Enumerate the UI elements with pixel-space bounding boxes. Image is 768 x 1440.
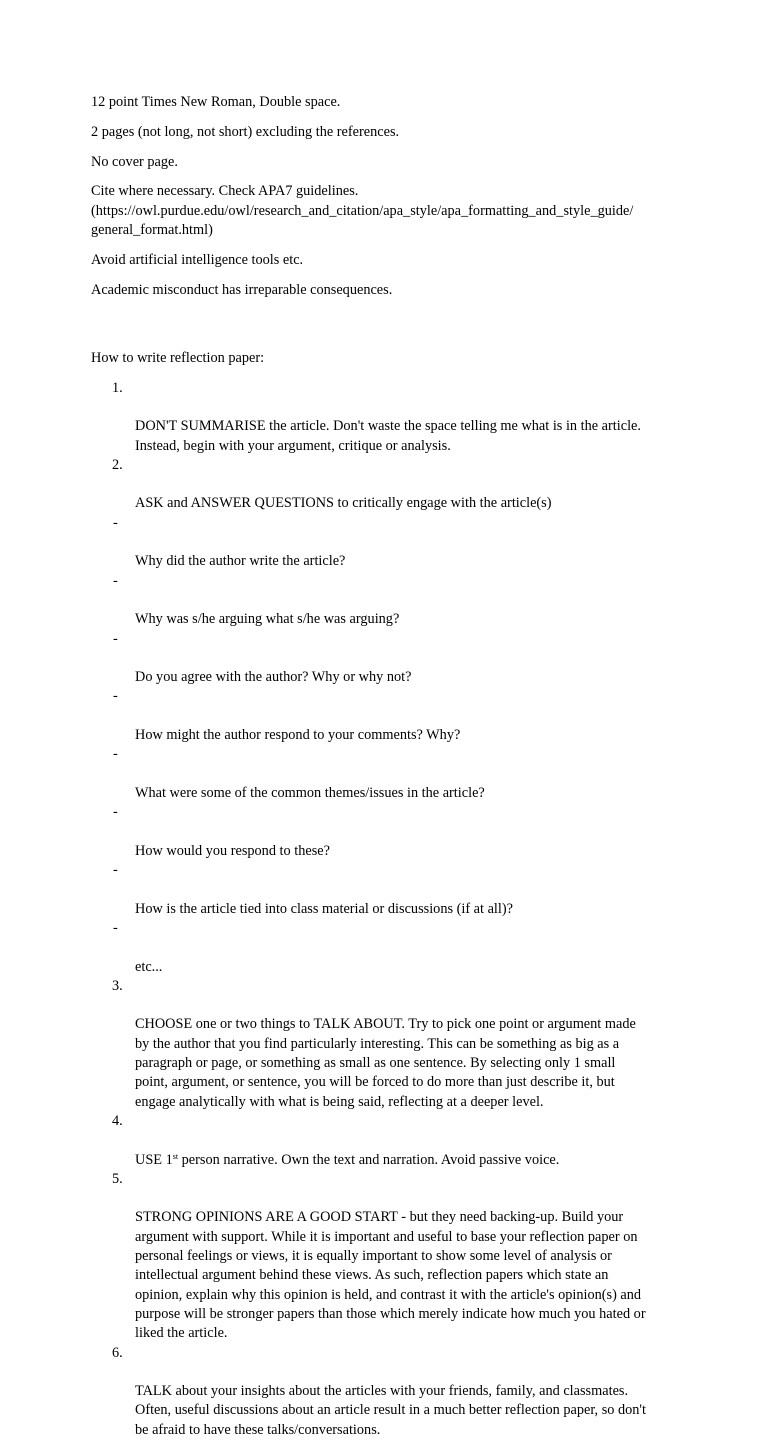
list-item-text: CHOOSE one or two things to TALK ABOUT. Try to pick one point or argument made by the author that you find particularly interesting. This can be something as big as a paragraph or page, or something as small as one sentence. By selecting only 1 small point, argument, or sentence, you will be forced to do more than just describe it, but engage analytically with what is being said, reflecting at a deeper level.	[135, 1016, 636, 1110]
list-item-text-end: person narrative. Own the text and narration. Avoid passive voice.	[178, 1151, 560, 1168]
list-subitem	[91, 687, 691, 745]
document-body	[91, 93, 691, 1440]
section-heading: How to write reflection paper:	[91, 349, 265, 366]
list-subitem	[91, 745, 691, 803]
list-item-text: Why did the author write the article?	[135, 553, 346, 570]
list-dash: -	[113, 919, 118, 936]
list-subitem	[91, 861, 691, 919]
list-dash: -	[113, 746, 118, 763]
list-number: 6.	[112, 1344, 123, 1361]
list-number: 4.	[112, 1112, 123, 1129]
citation-text: Cite where necessary. Check APA7 guidelines.	[91, 183, 359, 200]
list-item	[91, 456, 691, 514]
list-number: 5.	[112, 1170, 123, 1187]
list-item-text: TALK about your insights about the articles with your friends, family, and classmates. Often, useful discussions about an article result in a much better reflection paper, so don't be afraid to have these talks/conversations.	[135, 1383, 646, 1438]
citation-link: (https://owl.purdue.edu/owl/research_and_citation/apa_style/apa_formatting_and_style_guide/ general_format.html)	[91, 202, 634, 238]
list-item-text-start: USE 1	[135, 1151, 173, 1168]
list-number: 1.	[112, 379, 123, 396]
list-item-text: How might the author respond to your comments? Why?	[135, 727, 461, 744]
list-item	[91, 977, 691, 1112]
list-dash: -	[113, 630, 118, 647]
list-item-text: ASK and ANSWER QUESTIONS to critically engage with the article(s)	[135, 495, 552, 512]
ai-warning: Avoid artificial intelligence tools etc.	[91, 251, 304, 268]
list-item-text: STRONG OPINIONS ARE A GOOD START - but they need backing-up. Build your argument with support. While it is important and useful to base your reflection paper on personal feelings or views, it is equally important to show some level of analysis or intellectual argument behind these views. As such, reflection papers which state an opinion, explain why this opinion is held, and contrast it with the article's opinion(s) and purpose will be stronger papers than those which merely indicate how much you hated or liked the article.	[135, 1209, 646, 1342]
list-dash: -	[113, 804, 118, 821]
list-item-text: What were some of the common themes/issues in the article?	[135, 784, 485, 801]
citation-instruction	[91, 182, 691, 240]
list-subitem	[91, 572, 691, 630]
list-subitem	[91, 803, 691, 861]
cover-page-requirement: No cover page.	[91, 153, 178, 170]
list-item-text: etc...	[135, 958, 163, 975]
list-item-text: Why was s/he arguing what s/he was arguing?	[135, 611, 400, 628]
list-item-text: Do you agree with the author? Why or why not?	[135, 669, 412, 686]
list-item-text: DON'T SUMMARISE the article. Don't waste the space telling me what is in the article. Instead, begin with your argument, critique or analysis.	[135, 418, 641, 454]
misconduct-warning: Academic misconduct has irreparable consequences.	[91, 281, 393, 298]
list-item	[91, 379, 691, 456]
list-dash: -	[113, 688, 118, 705]
list-item	[91, 1112, 691, 1170]
font-requirement: 12 point Times New Roman, Double space.	[91, 94, 341, 110]
list-dash: -	[113, 862, 118, 879]
list-item	[91, 1344, 691, 1440]
list-dash: -	[113, 514, 118, 531]
list-subitem	[91, 514, 691, 572]
reflection-list	[91, 379, 691, 1440]
ordinal-superscript: st	[172, 1151, 179, 1161]
length-requirement: 2 pages (not long, not short) excluding the references.	[91, 123, 400, 140]
list-subitem	[91, 919, 691, 977]
list-number: 2.	[112, 456, 123, 473]
list-item-text: How would you respond to these?	[135, 842, 330, 859]
list-item-text: How is the article tied into class material or discussions (if at all)?	[135, 900, 513, 917]
list-dash: -	[113, 572, 118, 589]
list-subitem	[91, 630, 691, 688]
list-item	[91, 1170, 691, 1344]
list-number: 3.	[112, 977, 123, 994]
